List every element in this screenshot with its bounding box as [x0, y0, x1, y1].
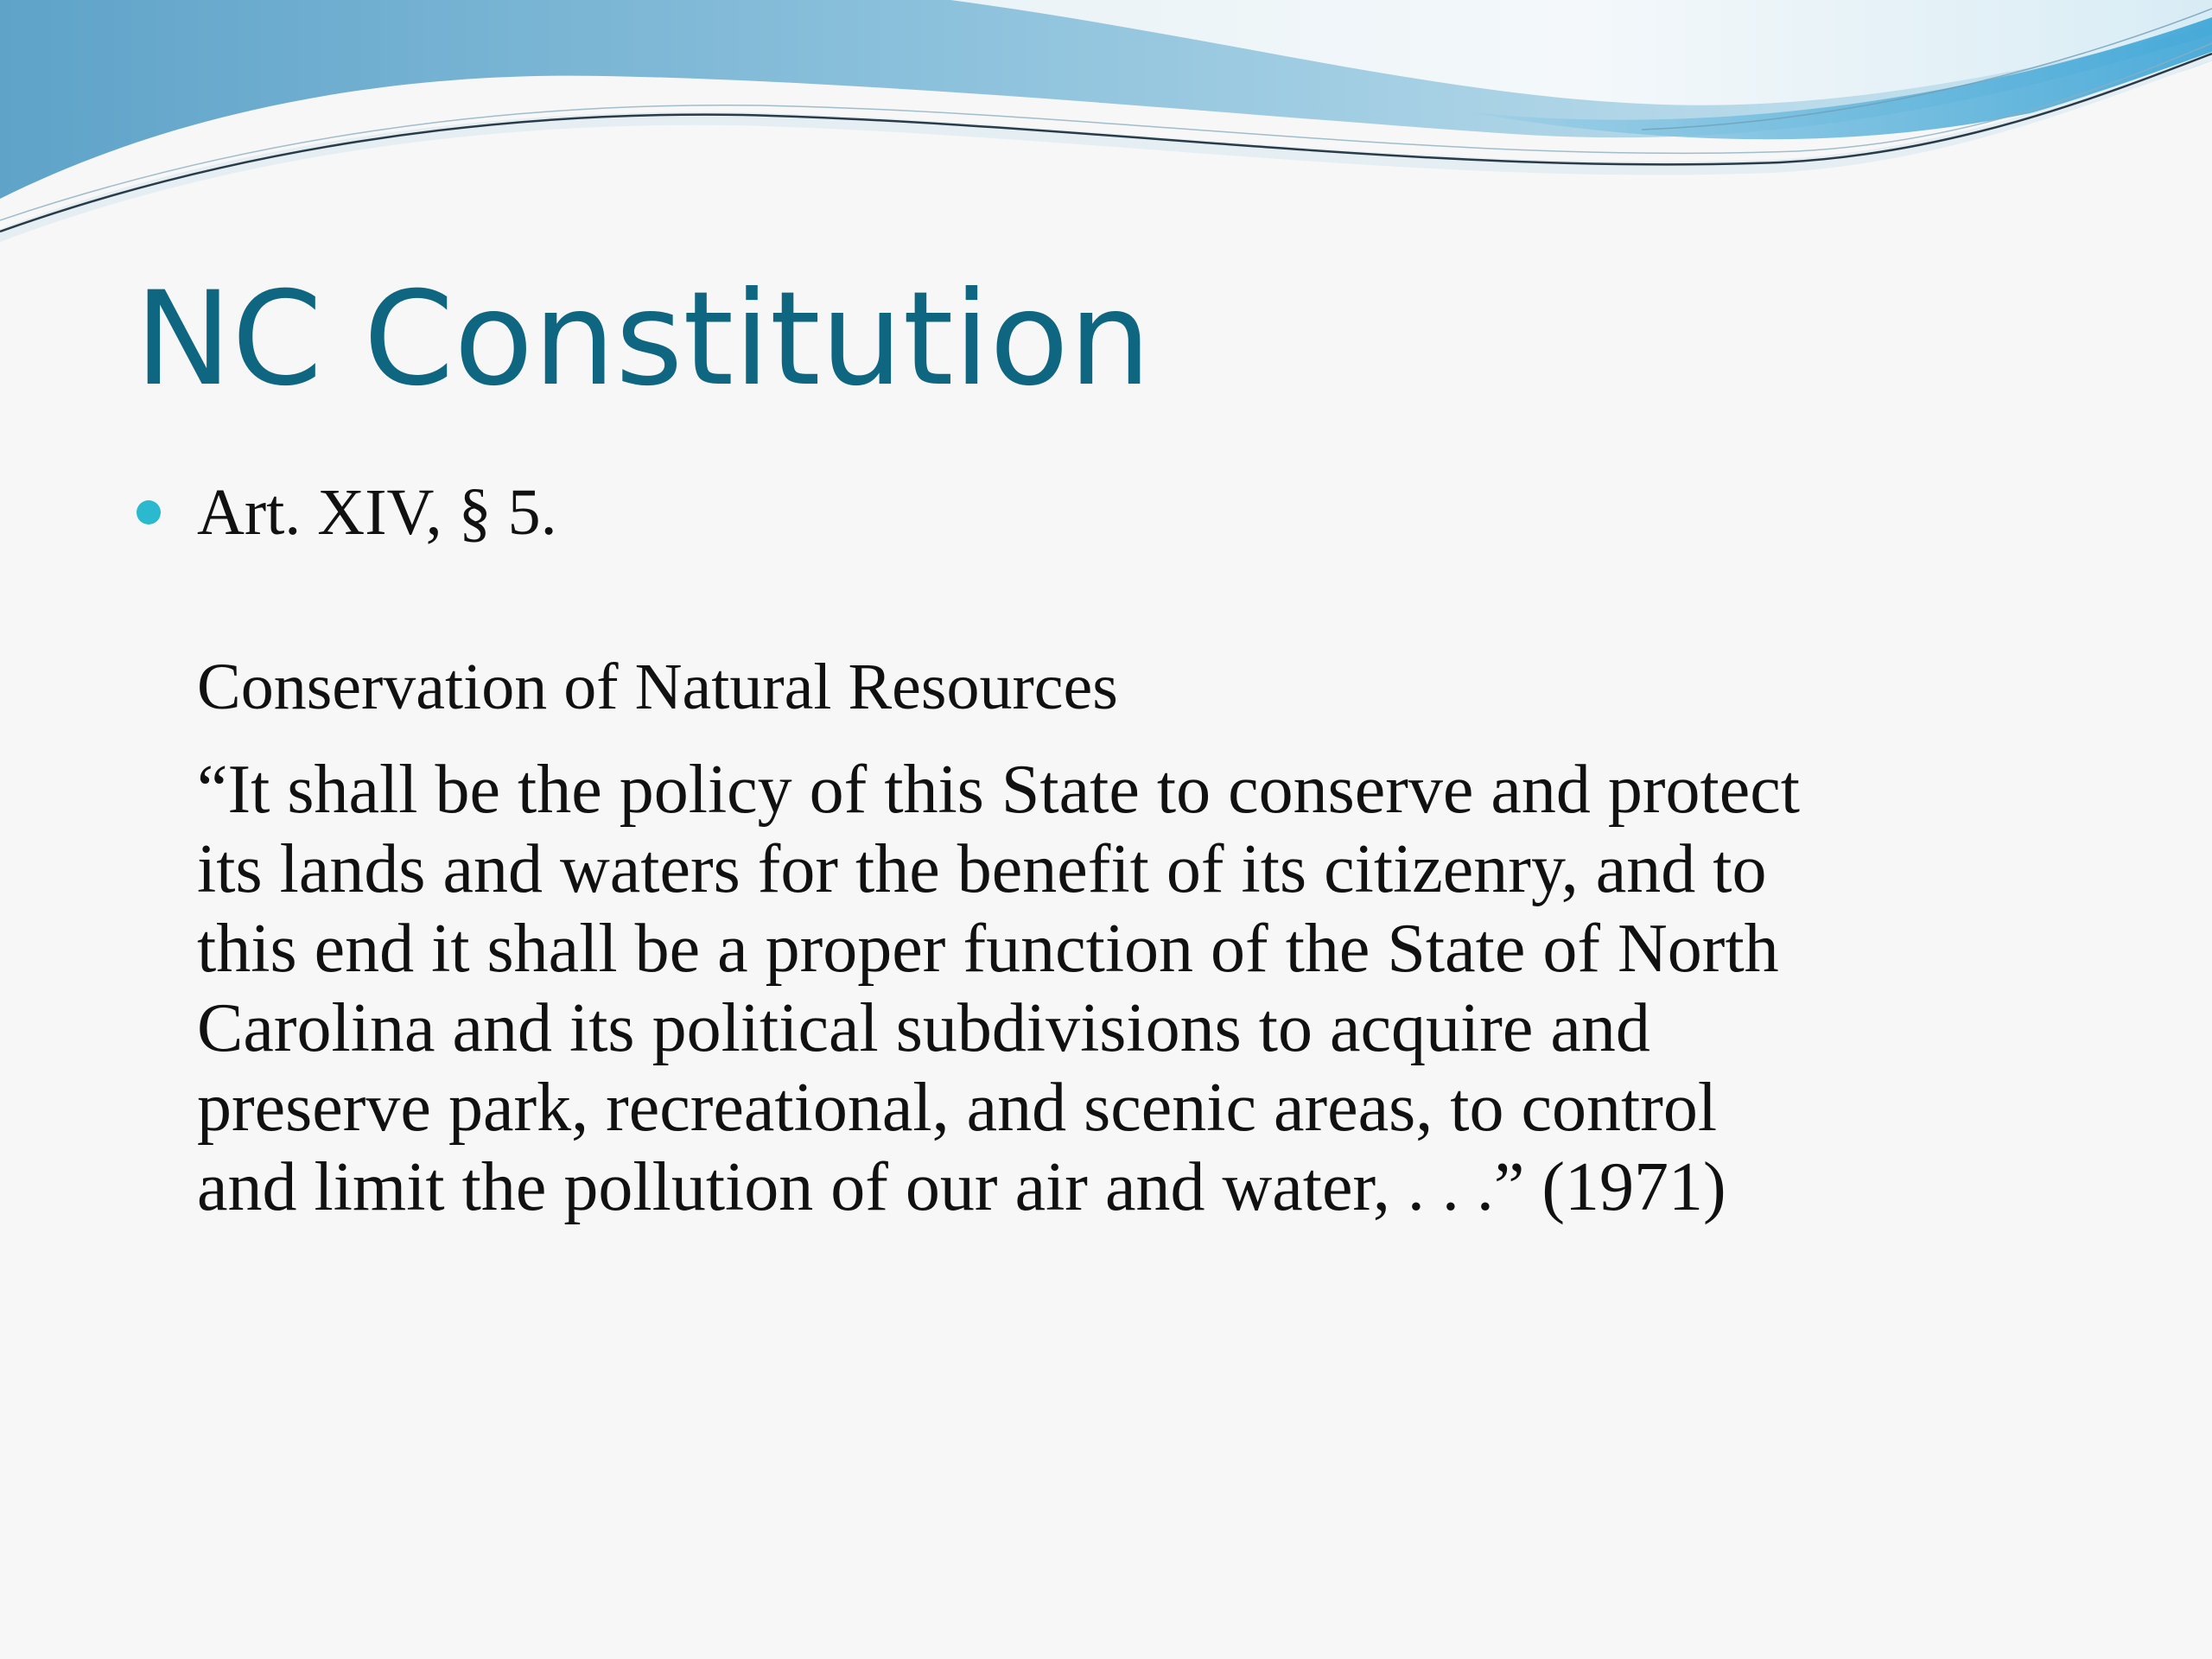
- quote-line: “It shall be the policy of this State to conserve and protect: [197, 752, 1800, 828]
- quote-line: its lands and waters for the benefit of its citizenry, and to: [197, 831, 1767, 907]
- quote-line: and limit the pollution of our air and water, . . .” (1971): [197, 1149, 1726, 1225]
- quote-line: Carolina and its political subdivisions to acquire and: [197, 990, 1650, 1066]
- header-wave-decoration: [0, 0, 2212, 259]
- bullet-dot-icon: [137, 500, 161, 524]
- bullet-item: [137, 474, 557, 551]
- constitution-quote: [197, 750, 2081, 1227]
- bullet-text: Art. XIV, § 5.: [197, 475, 557, 549]
- slide-title: NC Constitution: [135, 264, 1152, 415]
- quote-line: this end it shall be a proper function of the State of North: [197, 911, 1779, 987]
- section-heading: Conservation of Natural Resources: [197, 651, 1118, 723]
- quote-line: preserve park, recreational, and scenic areas, to control: [197, 1070, 1718, 1146]
